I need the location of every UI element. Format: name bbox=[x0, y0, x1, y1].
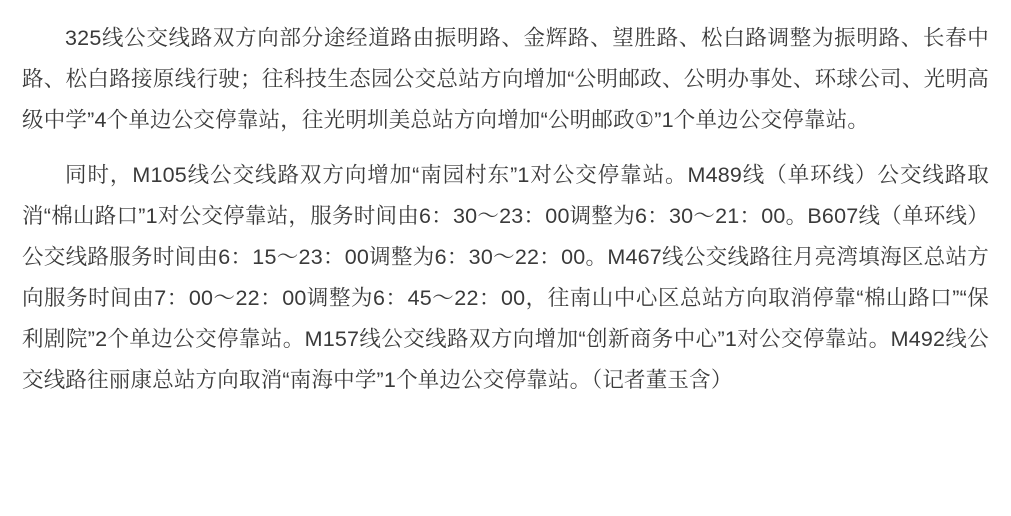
paragraph-1: 325线公交线路双方向部分途经道路由振明路、金辉路、望胜路、松白路调整为振明路、长春中路、松白路接原线行驶；往科技生态园公交总站方向增加“公明邮政、公明办事处、环球公司、光明高级中学”4个单边公交停靠站，往光明圳美总站方向增加“公明邮政①”1个单边公交停靠站。 bbox=[22, 26, 989, 132]
paragraph-2: 同时，M105线公交线路双方向增加“南园村东”1对公交停靠站。M489线（单环线）公交线路取消“棉山路口”1对公交停靠站，服务时间由6：30～23：00调整为6：30～21：00。B607线（单环线）公交线路服务时间由6：15～23：00调整为6：30～22：00。M467线公交线路往月亮湾填海区总站方向服务时间由7：00～22：00调整为6：45～22：00，往南山中心区总站方向取消停靠“棉山路口”“保利剧院”2个单边公交停靠站。M157线公交线路双方向增加“创新商务中心”1对公交停靠站。M492线公交线路往丽康总站方向取消“南海中学”1个单边公交停靠站。（记者董玉含） bbox=[22, 163, 989, 392]
